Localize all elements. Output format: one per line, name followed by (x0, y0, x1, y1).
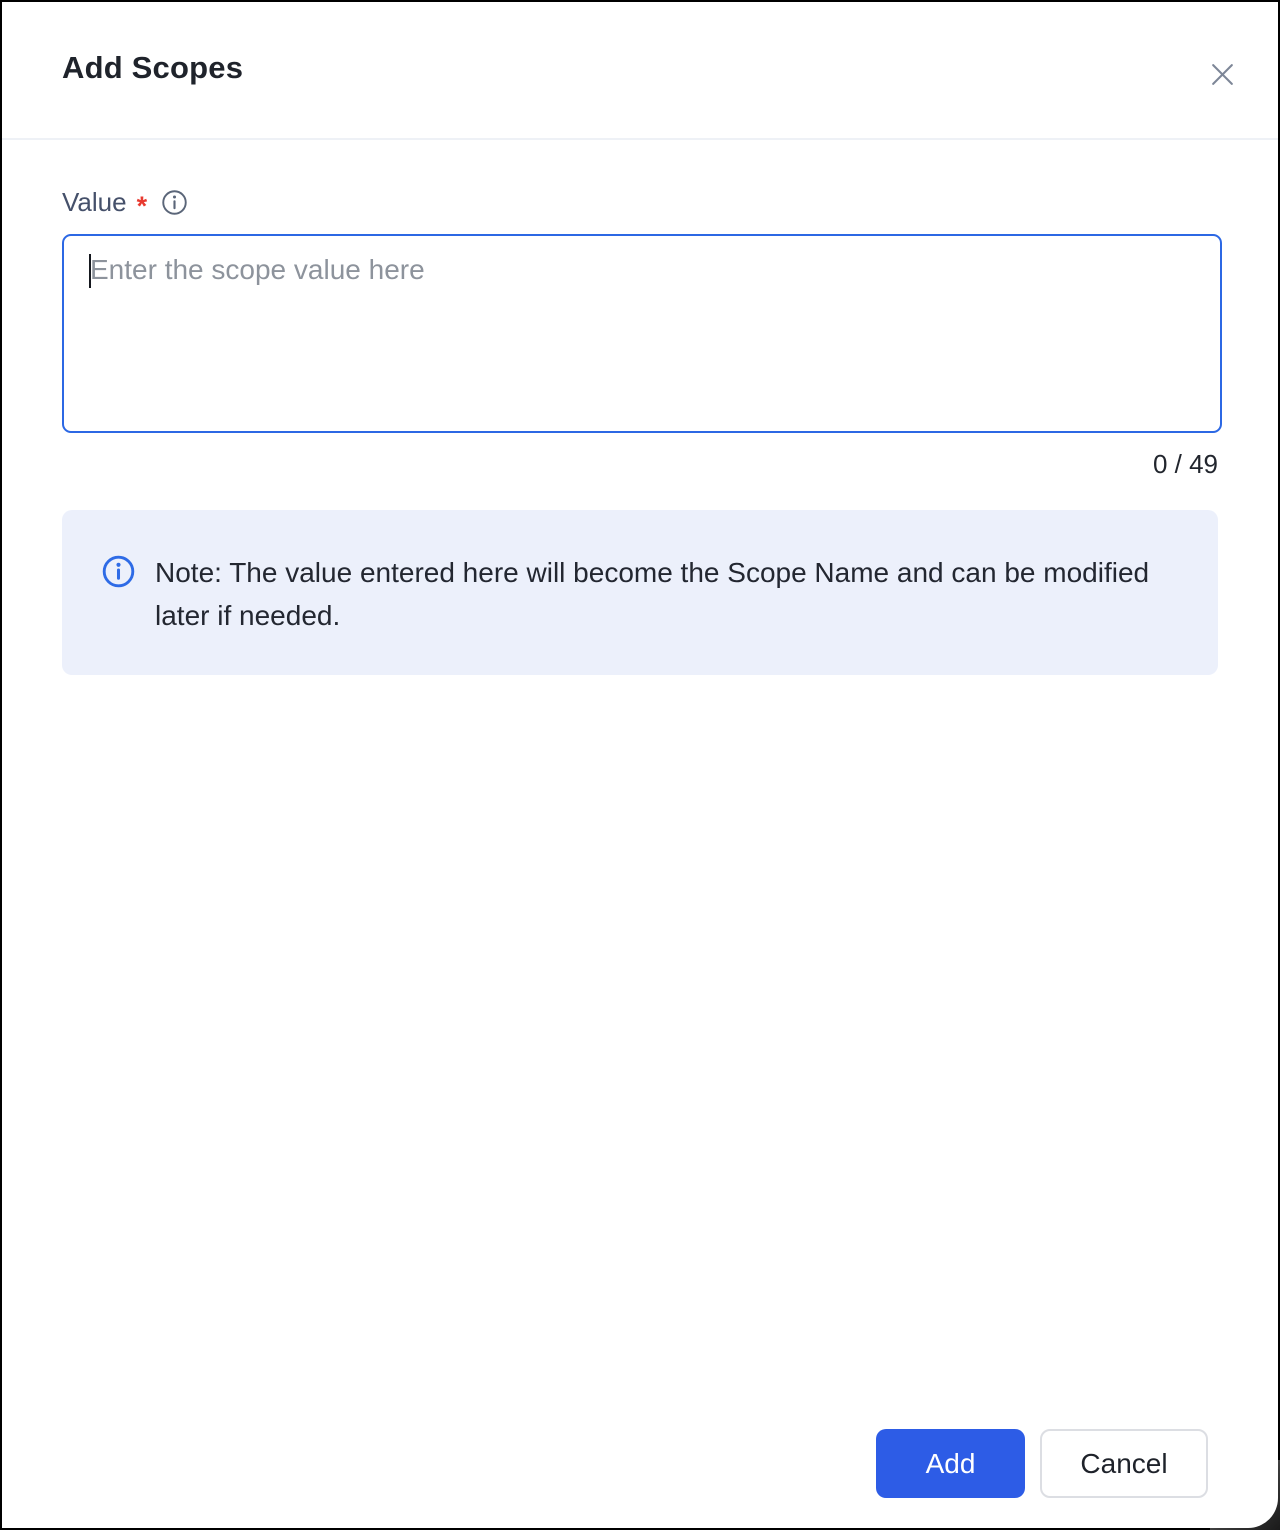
close-button[interactable] (1202, 54, 1242, 94)
dialog-header (2, 2, 1278, 140)
close-icon (1206, 58, 1239, 91)
note-banner (62, 510, 1218, 675)
scope-value-textarea[interactable] (62, 234, 1222, 433)
scope-value-field-wrap (62, 234, 1218, 433)
dialog-content (2, 140, 1278, 675)
dialog-footer (2, 1429, 1278, 1528)
add-scopes-dialog (2, 2, 1278, 1528)
required-asterisk: * (136, 190, 148, 221)
info-icon[interactable] (161, 189, 188, 216)
value-label-row (62, 186, 1218, 221)
value-label: Value (62, 186, 127, 217)
add-button[interactable]: Add (876, 1429, 1025, 1498)
char-counter: 0 / 49 (1152, 449, 1218, 479)
dialog-title: Add Scopes (62, 50, 244, 85)
note-text: Note: The value entered here will become the Scope Name and can be modified later if needed. (155, 557, 1150, 631)
info-icon (102, 555, 135, 593)
cancel-button[interactable]: Cancel (1040, 1429, 1208, 1498)
